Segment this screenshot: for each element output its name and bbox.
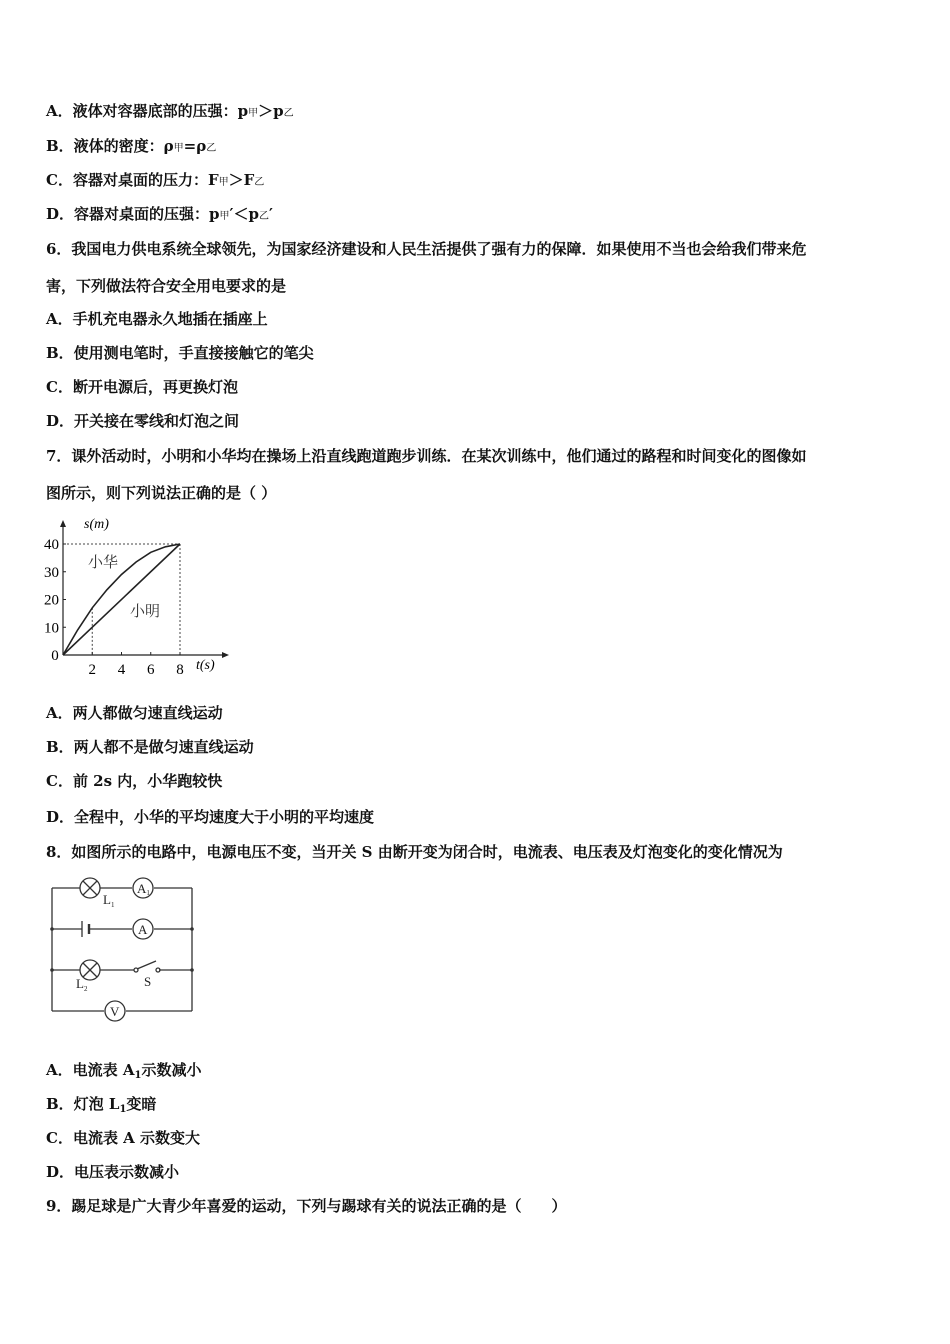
junction-dot [50,968,54,972]
q7-stem-line-2: 图所示，则下列说法正确的是（ ） [46,484,277,502]
circuit-diagram [40,872,210,1022]
q8-option-d: D．电压表示数减小 [46,1163,180,1181]
x-tick-label: 6 [147,662,155,677]
q8-option-c: C．电流表 A 示数变大 [46,1129,201,1147]
switch-contact [134,968,138,972]
series-label-xiaoming: 小明 [130,604,161,620]
q5-option-d: D．容器对桌面的压强：p甲′＜p乙′ [46,205,273,223]
series-line-xiaoming [63,544,180,655]
switch-contact [156,968,160,972]
q7-option-c: C．前 2s 内，小华跑较快 [46,772,223,790]
x-tick-label: 0 [51,648,59,664]
lamp-l1-label: $L_1$ [103,892,115,909]
junction-dot [50,927,54,931]
x-tick-label: 8 [176,662,184,677]
q5-option-b: B．液体的密度：ρ甲=ρ乙 [46,137,217,155]
x-axis-arrow [222,652,229,658]
x-axis-label: t(s) [196,658,215,673]
q8-stem: 8．如图所示的电路中，电源电压不变，当开关 S 由断开变为闭合时，电流表、电压表及灯泡变化的变化情况为 [46,843,783,861]
q6-option-b: B．使用测电笔时，手直接接触它的笔尖 [46,344,314,362]
lamp-l2-label: $L_2$ [76,976,88,993]
series-label-xiaohua: 小华 [88,555,119,571]
distance-time-chart [40,512,240,677]
y-tick-label: 40 [44,537,59,553]
q9-stem: 9．踢足球是广大青少年喜爱的运动，下列与踢球有关的说法正确的是（ ） [46,1197,567,1215]
switch-s-label: S [144,974,152,989]
meter-v-label: V [110,1004,120,1019]
y-axis-label: s(m) [84,517,109,532]
switch-blade [137,961,156,969]
q6-option-d: D．开关接在零线和灯泡之间 [46,412,240,430]
q7-option-d: D．全程中，小华的平均速度大于小明的平均速度 [46,808,375,826]
y-tick-label: 20 [44,592,59,609]
q7-option-a: A．两人都做匀速直线运动 [46,704,223,722]
q6-stem-line-2: 害，下列做法符合安全用电要求的是 [46,277,287,295]
q7-option-b: B．两人都不是做匀速直线运动 [46,738,254,756]
y-tick-label: 10 [44,620,59,637]
q6-stem-line-1: 6．我国电力供电系统全球领先，为国家经济建设和人民生活提供了强有力的保障．如果使用不当也会给我们带来危 [46,240,807,258]
q5-option-c: C．容器对桌面的压力：F甲＞F乙 [46,171,265,189]
q6-option-c: C．断开电源后，再更换灯泡 [46,378,238,396]
q6-option-a: A．手机充电器永久地插在插座上 [46,310,268,328]
y-axis-arrow [60,520,66,527]
junction-dot [190,968,194,972]
q5-option-a: A．液体对容器底部的压强：p甲＞p乙 [46,102,294,120]
x-tick-label: 2 [88,662,96,677]
x-tick-label: 4 [117,662,126,677]
meter-a-label: A [138,922,148,937]
y-tick-label: 30 [44,564,59,581]
meter-a1-label: A1 [137,881,150,897]
junction-dot [190,927,194,931]
q7-stem-line-1: 7．课外活动时，小明和小华均在操场上沿直线跑道跑步训练．在某次训练中，他们通过的路程和时间变化的图像如 [46,447,807,465]
q8-option-a: A．电流表 $A_1$示数减小 [46,1061,202,1081]
q8-option-b: B．灯泡 $L_1$变暗 [46,1095,157,1115]
